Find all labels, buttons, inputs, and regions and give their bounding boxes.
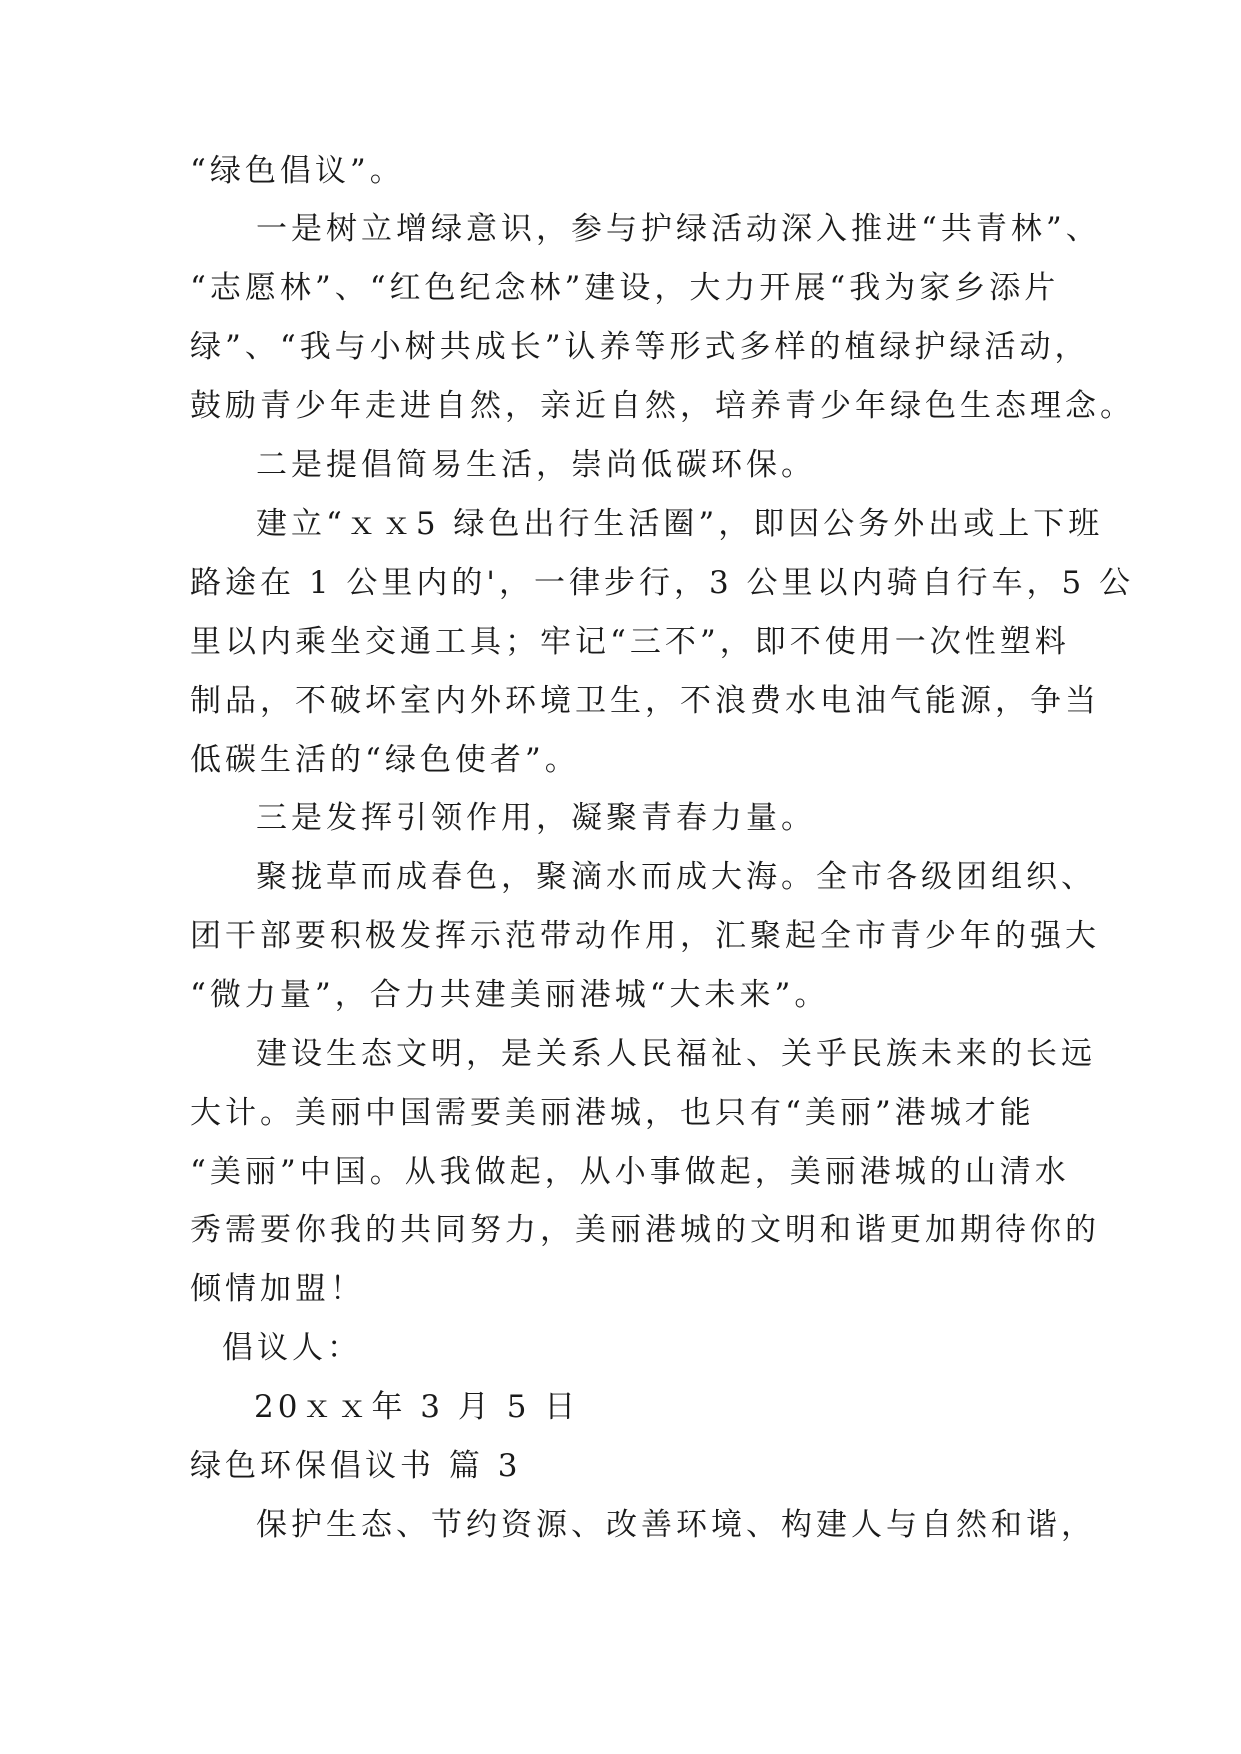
text-line: 团干部要积极发挥示范带动作用，汇聚起全市青少年的强大	[190, 918, 1100, 954]
text-line: 制品，不破坏室内外环境卫生，不浪费水电油气能源，争当	[190, 683, 1100, 719]
text-line: 大计。美丽中国需要美丽港城，也只有“美丽”港城才能	[190, 1095, 1035, 1131]
text-line: 建立“ｘｘ5 绿色出行生活圈”，即因公务外出或上下班	[256, 506, 1104, 542]
text-line: 秀需要你我的共同努力，美丽港城的文明和谐更加期待你的	[190, 1212, 1100, 1248]
signer-label: 倡议人：	[222, 1330, 362, 1366]
text-line: 鼓励青少年走进自然，亲近自然，培养青少年绿色生态理念。	[190, 388, 1135, 424]
text-line: 建设生态文明，是关系人民福祉、关乎民族未来的长远	[256, 1036, 1096, 1072]
text-line: 保护生态、节约资源、改善环境、构建人与自然和谐，	[256, 1507, 1096, 1543]
text-line: “志愿林”、“红色纪念林”建设，大力开展“我为家乡添片	[190, 270, 1060, 306]
text-line: 二是提倡简易生活，崇尚低碳环保。	[256, 447, 816, 483]
text-line: 里以内乘坐交通工具；牢记“三不”，即不使用一次性塑料	[190, 624, 1070, 660]
text-line: “美丽”中国。从我做起，从小事做起，美丽港城的山清水	[190, 1154, 1070, 1190]
text-line: 倾情加盟！	[190, 1271, 365, 1307]
text-line: 一是树立增绿意识，参与护绿活动深入推进“共青林”、	[256, 211, 1101, 247]
text-line: “绿色倡议”。	[190, 153, 405, 189]
text-line: 绿”、“我与小树共成长”认养等形式多样的植绿护绿活动，	[190, 329, 1090, 365]
section-heading: 绿色环保倡议书 篇 3	[190, 1448, 522, 1484]
text-line: 路途在 1 公里内的'，一律步行，3 公里以内骑自行车，5 公	[190, 565, 1135, 601]
date-line: 20ｘｘ年 3 月 5 日	[254, 1389, 580, 1425]
text-line: 低碳生活的“绿色使者”。	[190, 742, 580, 778]
text-line: 聚拢草而成春色，聚滴水而成大海。全市各级团组织、	[256, 859, 1096, 895]
text-line: “微力量”，合力共建美丽港城“大未来”。	[190, 977, 830, 1013]
text-line: 三是发挥引领作用，凝聚青春力量。	[256, 800, 816, 836]
